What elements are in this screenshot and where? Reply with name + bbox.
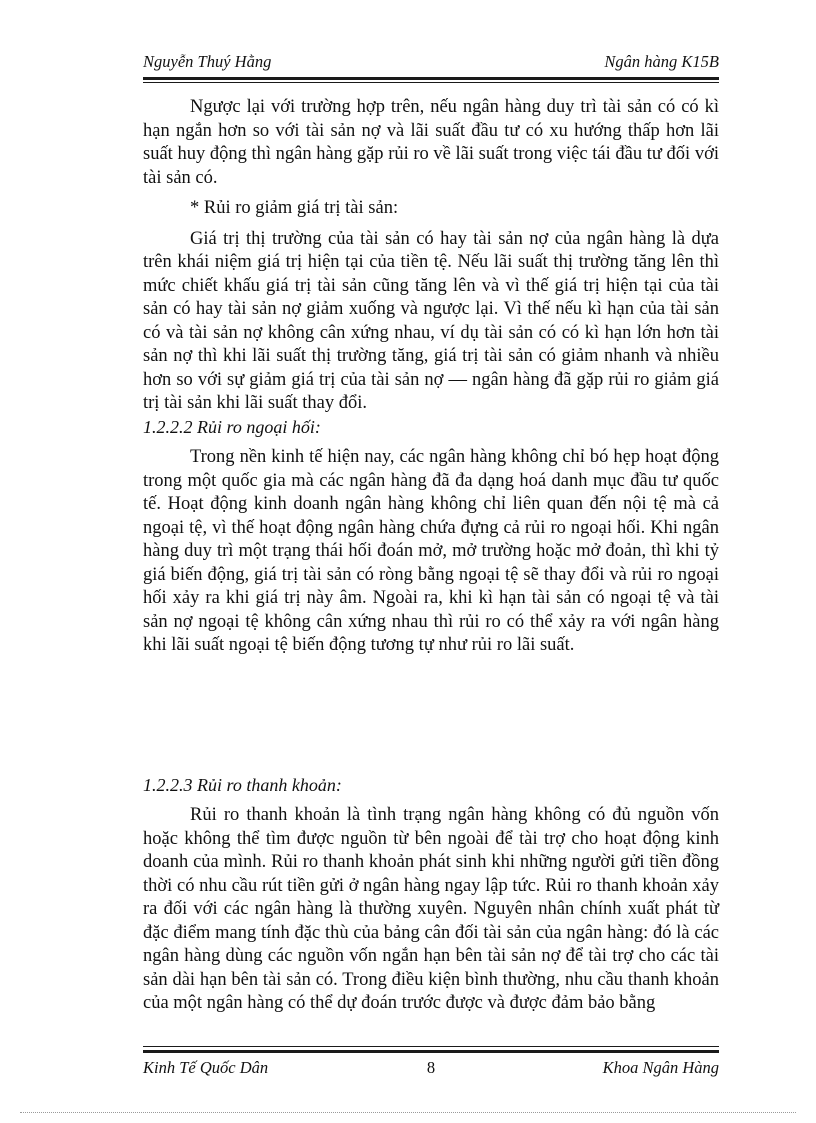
header-rule-thick <box>143 77 719 80</box>
header-rule-thin <box>143 82 719 83</box>
header-class: Ngân hàng K15B <box>604 52 719 71</box>
footer-school: Kinh Tế Quốc Dân <box>143 1058 269 1077</box>
footer-faculty: Khoa Ngân Hàng <box>602 1058 719 1077</box>
paragraph-reinvestment-risk: Ngược lại với trường hợp trên, nếu ngân hàng duy trì tài sản có có kì hạn ngắn hơn so với tài sản nợ và lãi suất đầu tư có xu hướng thấp hơn lãi suất huy động thì ngân hàng gặp rủi ro về lãi suất trong việc tái đầu tư đối với tài sản có. <box>143 97 719 188</box>
footer-rule-thin <box>143 1046 719 1047</box>
section-heading-liquidity-risk: 1.2.2.3 Rủi ro thanh khoản: <box>143 774 342 795</box>
page-footer <box>143 1058 719 1080</box>
subheading-asset-value-risk: * Rủi ro giảm giá trị tài sản: <box>190 198 399 218</box>
section-heading-fx-risk: 1.2.2.2 Rủi ro ngoại hối: <box>143 416 321 437</box>
page-edge-divider <box>20 1112 796 1113</box>
page-header <box>143 52 719 74</box>
document-body <box>143 96 719 1016</box>
footer-rule-thick <box>143 1050 719 1053</box>
page-number: 8 <box>426 1058 436 1077</box>
paragraph-asset-value-risk: Giá trị thị trường của tài sản có hay tài sản nợ của ngân hàng là dựa trên khái niệm giá trị hiện tại của tiền tệ. Nếu lãi suất thị trường tăng lên thì mức chiết khấu giá trị tài sản cũng tăng lên và vì thế giá trị hiện tại của tài sản có hay tài sản nợ giảm xuống và ngược lại. Vì thế nếu kì hạn của tài sản có và tài sản nợ không cân xứng nhau, ví dụ tài sản có có kì hạn lớn hơn tài sản nợ thì khi lãi suất thị trường tăng, giá trị tài sản có giảm nhanh và nhiều hơn so với sự giảm giá trị của tài sản nợ — ngân hàng đã gặp rủi ro giảm giá trị tài sản khi lãi suất thay đổi. <box>143 228 719 413</box>
paragraph-fx-risk: Trong nền kinh tế hiện nay, các ngân hàng không chỉ bó hẹp hoạt động trong một quốc gia mà các ngân hàng đã đa dạng hoá danh mục đầu tư quốc tế. Hoạt động kinh doanh ngân hàng không chỉ liên quan đến nội tệ mà cả ngoại tệ, vì thế hoạt động ngân hàng chứa đựng cả rủi ro ngoại hối. Khi ngân hàng duy trì một trạng thái hối đoán mở, mở trường hoặc mở đoản, thì khi tỷ giá biến động, giá trị tài sản có ròng bằng ngoại tệ sẽ thay đổi và rủi ro ngoại hối xảy ra khi giá trị này âm. Ngoài ra, khi kì hạn tài sản có ngoại tệ và tài sản nợ ngoại tệ không cân xứng nhau thì rủi ro có thể xảy ra với ngân hàng khi lãi suất ngoại tệ biến động tương tự như rủi ro lãi suất. <box>143 447 719 655</box>
paragraph-liquidity-risk: Rủi ro thanh khoản là tình trạng ngân hàng không có đủ nguồn vốn hoặc không thể tìm được nguồn từ bên ngoài để tài trợ cho hoạt động kinh doanh của mình. Rủi ro thanh khoản phát sinh khi những người gửi tiền đồng thời có nhu cầu rút tiền gửi ở ngân hàng ngay lập tức. Rủi ro thanh khoản xảy ra đối với các ngân hàng là thường xuyên. Nguyên nhân chính xuất phát từ đặc điểm mang tính đặc thù của bảng cân đối tài sản của ngân hàng: đó là các ngân hàng dùng các nguồn vốn ngắn hạn bên tài sản nợ để tài trợ cho các tài sản dài hạn bên tài sản có. Trong điều kiện bình thường, nhu cầu thanh khoản của một ngân hàng có thể dự đoán trước được và được đảm bảo bằng <box>143 805 719 1013</box>
header-author: Nguyễn Thuý Hằng <box>143 52 272 71</box>
